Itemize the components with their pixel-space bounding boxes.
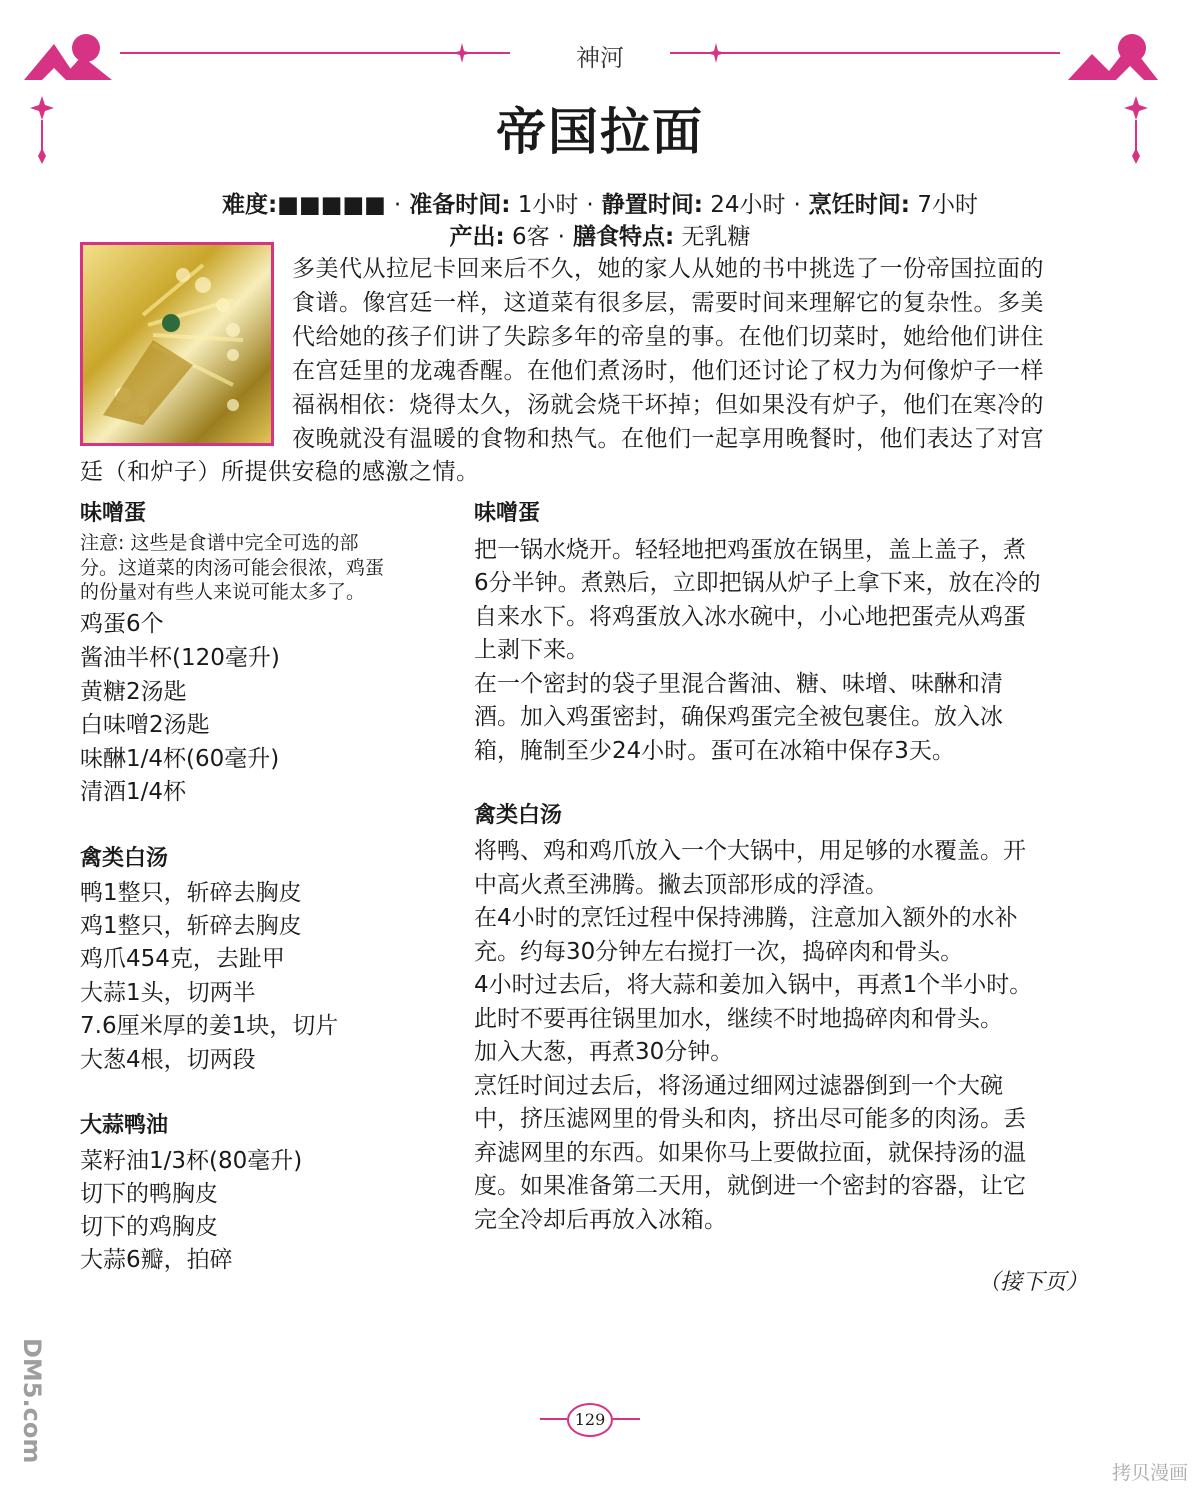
ingredient-item: 切下的鸡胸皮 <box>80 1214 218 1240</box>
ingredient-item: 7.6厘米厚的姜1块，切片 <box>80 1013 339 1039</box>
step-line: 上剥下来。 <box>474 637 589 663</box>
cook-label: 烹饪时间: <box>808 192 910 218</box>
ingredient-item: 大蒜1头，切两半 <box>80 980 256 1006</box>
step-line: 充。约每30分钟左右搅打一次，捣碎肉和骨头。 <box>474 939 964 965</box>
difficulty-label: 难度: <box>222 192 278 218</box>
ingredient-item: 菜籽油1/3杯(80毫升) <box>80 1148 303 1174</box>
ingredient-item: 味醂1/4杯(60毫升) <box>80 746 280 772</box>
intro-line: 在宫廷里的龙魂香醒。在他们煮汤时，他们还讨论了权力为何像炉子一样 <box>292 358 1044 384</box>
rest-label: 静置时间: <box>601 192 703 218</box>
intro-line: 多美代从拉尼卡回来后不久，她的家人从她的书中挑选了一份帝国拉面的 <box>292 256 1044 282</box>
recipe-title: 帝国拉面 <box>496 103 704 161</box>
prep-value: 1小时 <box>517 192 579 218</box>
intro-line: 夜晚就没有温暖的食物和热气。在他们一起享用晚餐时，他们表达了对宫 <box>292 426 1044 452</box>
watermark-right: 拷贝漫画 <box>1111 1462 1188 1484</box>
step-line: 自来水下。将鸡蛋放入冰水碗中，小心地把蛋壳从鸡蛋 <box>474 604 1026 630</box>
egg-note-line: 分。这道菜的肉汤可能会很浓，鸡蛋 <box>80 557 385 579</box>
ingredient-item: 酱油半杯(120毫升) <box>80 645 280 671</box>
yield-value: 6客 <box>512 224 550 250</box>
svg-text:DM5.com: DM5.com <box>18 1338 44 1464</box>
watermark-left-logo <box>4 1330 44 1470</box>
steps-broth-title: 禽类白汤 <box>474 803 563 828</box>
page-number: 129 <box>567 1403 613 1437</box>
step-line: 在一个密封的袋子里混合酱油、糖、味增、味醂和清 <box>474 671 1003 697</box>
rest-value: 24小时 <box>710 192 786 218</box>
footer-rule-left <box>540 1418 567 1420</box>
ingredients-broth-title: 禽类白汤 <box>80 846 169 871</box>
recipe-meta-line-2: 产出: 6客 · 膳食特点: 无乳糖 <box>449 224 751 250</box>
step-line: 完全冷却后再放入冰箱。 <box>474 1207 727 1233</box>
ingredient-item: 鸡1整只，斩碎去胸皮 <box>80 913 302 939</box>
step-line: 弃滤网里的东西。如果你马上要做拉面，就保持汤的温 <box>474 1140 1026 1166</box>
ingredient-item: 白味噌2汤匙 <box>80 712 210 738</box>
cook-value: 7小时 <box>917 192 978 218</box>
ingredient-item: 黄糖2汤匙 <box>80 679 187 705</box>
ingredient-item: 大葱4根，切两段 <box>80 1047 256 1073</box>
step-line: 中高火煮至沸腾。撇去顶部形成的浮渣。 <box>474 872 888 898</box>
intro-line: 食谱。像宫廷一样，这道菜有很多层，需要时间来理解它的复杂性。多美 <box>292 290 1044 316</box>
step-line: 箱，腌制至少24小时。蛋可在冰箱中保存3天。 <box>474 738 955 764</box>
intro-line: 代给她的孩子们讲了失踪多年的帝皇的事。在他们切菜时，她给他们讲住 <box>292 324 1044 350</box>
intro-line: 福祸相依：烧得太久，汤就会烧干坏掉；但如果没有炉子，他们在寒冷的 <box>292 392 1044 418</box>
ingredient-item: 鸭1整只，斩碎去胸皮 <box>80 880 302 906</box>
dragon-artwork-image <box>80 242 274 446</box>
step-line: 把一锅水烧开。轻轻地把鸡蛋放在锅里，盖上盖子，煮 <box>474 537 1026 563</box>
diet-label: 膳食特点: <box>572 224 675 250</box>
ingredients-oil-title: 大蒜鸭油 <box>80 1113 169 1138</box>
steps-egg-title: 味噌蛋 <box>474 501 541 526</box>
egg-note-line: 的份量对有些人来说可能太多了。 <box>80 581 366 603</box>
step-line: 此时不要再往锅里加水，继续不时地捣碎肉和骨头。 <box>474 1006 1003 1032</box>
yield-label: 产出: <box>449 224 505 250</box>
ingredient-item: 清酒1/4杯 <box>80 779 187 805</box>
ingredients-egg-title: 味噌蛋 <box>80 501 147 526</box>
ingredient-item: 鸡爪454克，去趾甲 <box>80 946 285 972</box>
prep-label: 准备时间: <box>409 192 511 218</box>
egg-note-line: 注意: 这些是食谱中完全可选的部 <box>80 532 359 554</box>
difficulty-value: ■■■■■ <box>277 192 386 218</box>
continue-note: （接下页） <box>977 1270 1088 1295</box>
step-line: 6分半钟。煮熟后，立即把锅从炉子上拿下来，放在冷的 <box>474 570 1041 596</box>
step-line: 将鸭、鸡和鸡爪放入一个大锅中，用足够的水覆盖。开 <box>474 838 1026 864</box>
diet-value: 无乳糖 <box>681 224 751 250</box>
step-line: 4小时过去后，将大蒜和姜加入锅中，再煮1个半小时。 <box>474 972 1033 998</box>
header-section-title: 神河 <box>576 44 624 72</box>
step-line: 加入大葱，再煮30分钟。 <box>474 1039 734 1065</box>
footer-rule-right <box>613 1418 640 1420</box>
intro-line: 廷（和炉子）所提供安稳的感激之情。 <box>80 459 480 485</box>
ingredient-item: 鸡蛋6个 <box>80 611 164 637</box>
step-line: 在4小时的烹饪过程中保持沸腾，注意加入额外的水补 <box>474 905 1018 931</box>
step-line: 烹饪时间过去后，将汤通过细网过滤器倒到一个大碗 <box>474 1073 1003 1099</box>
ingredient-item: 大蒜6瓣，拍碎 <box>80 1247 233 1273</box>
step-line: 酒。加入鸡蛋密封，确保鸡蛋完全被包裹住。放入冰 <box>474 704 1003 730</box>
step-line: 中，挤压滤网里的骨头和肉，挤出尽可能多的肉汤。丢 <box>474 1106 1026 1132</box>
ingredient-item: 切下的鸭胸皮 <box>80 1181 218 1207</box>
recipe-meta-line-1: 难度:■■■■■ · 准备时间: 1小时 · 静置时间: 24小时 · 烹饪时间: 7小时 <box>222 192 978 218</box>
step-line: 度。如果准备第二天用，就倒进一个密封的容器，让它 <box>474 1173 1026 1199</box>
